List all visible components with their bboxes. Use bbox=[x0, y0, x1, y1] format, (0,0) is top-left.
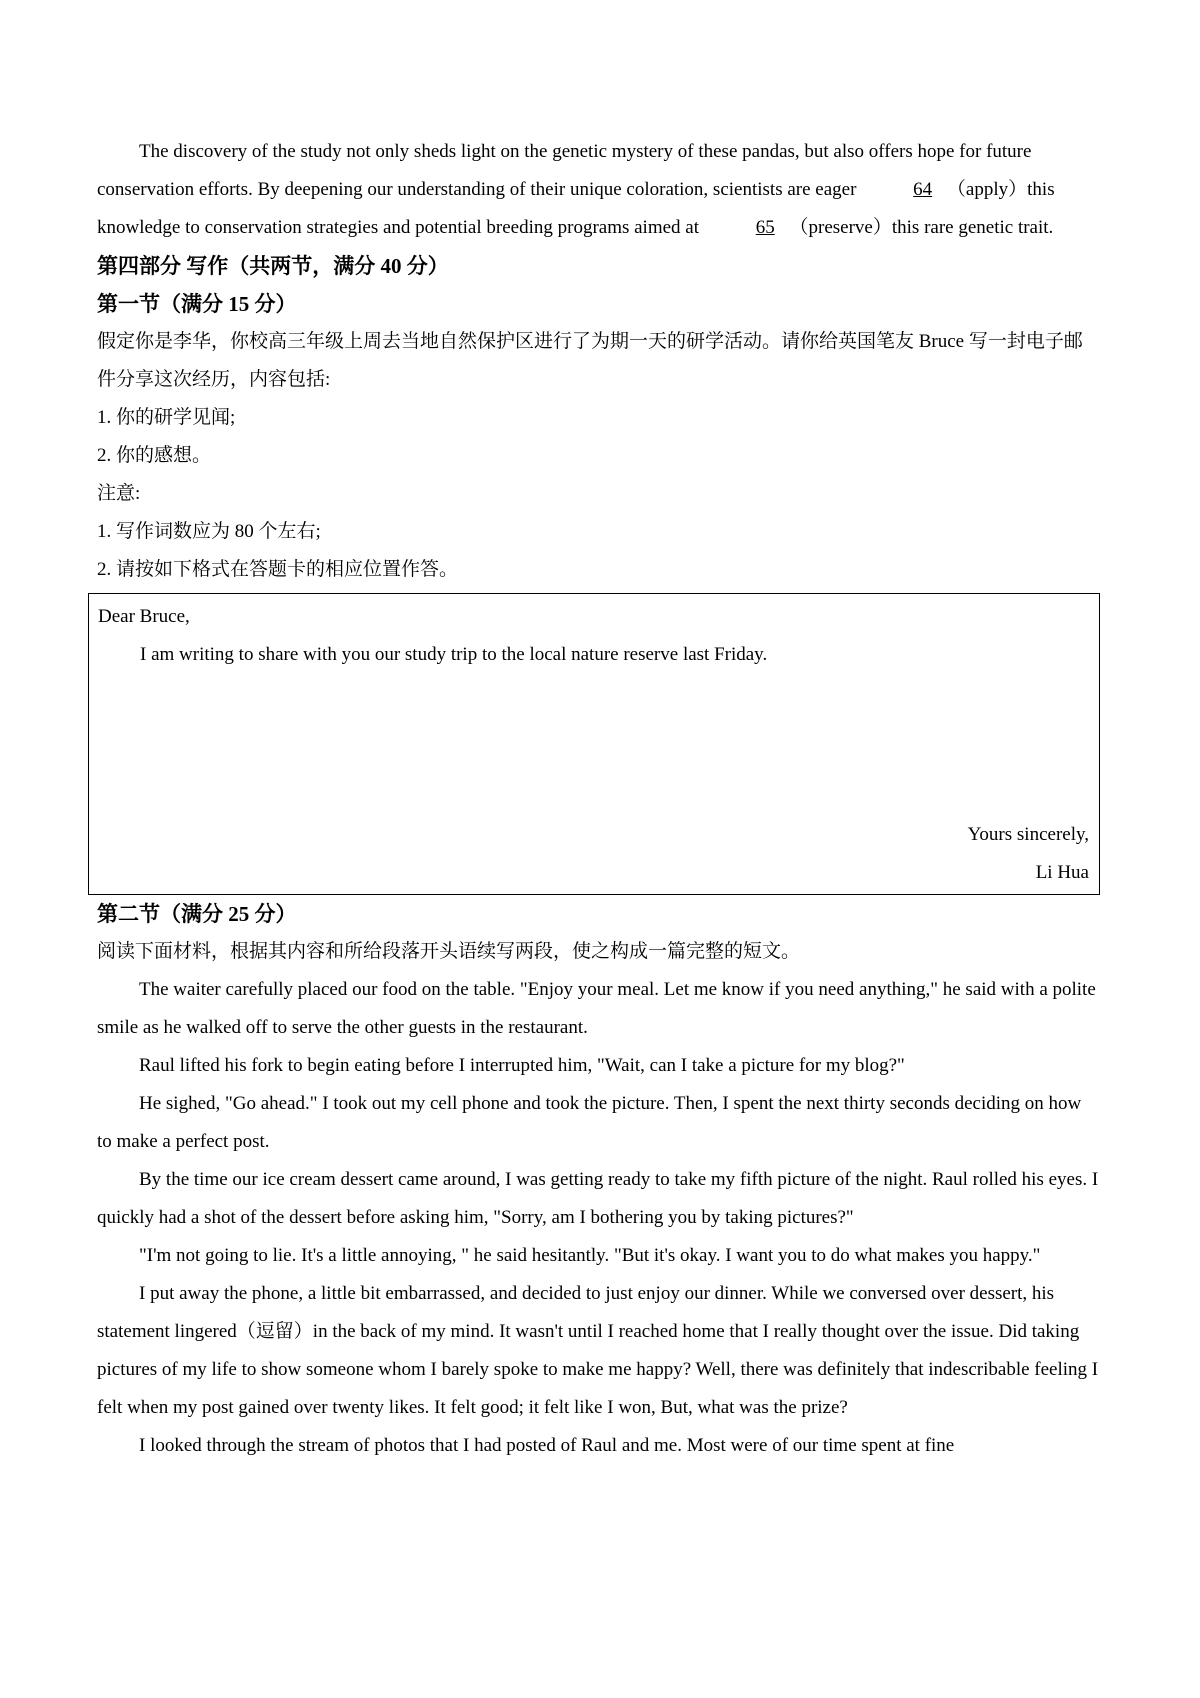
section2-heading: 第二节（满分 25 分） bbox=[97, 902, 297, 926]
blank-65: 65 bbox=[755, 217, 775, 238]
notes-label: 注意: bbox=[97, 483, 141, 504]
note-item: 1. 写作词数应为 80 个左右; bbox=[97, 521, 321, 542]
section1-prompt: 假定你是李华，你校高三年级上周去当地自然保护区进行了为期一天的研学活动。请你给英国笔友 Bruce 写一封电子邮件分享这次经历，内容包括: bbox=[97, 331, 1083, 390]
letter-signature: Li Hua bbox=[1035, 862, 1089, 883]
passage-text-end: this rare genetic trait. bbox=[891, 217, 1054, 238]
exam-page bbox=[97, 133, 1100, 1465]
story-paragraph: The waiter carefully placed our food on the table. "Enjoy your meal. Let me know if you need anything," he said with a polite smile as he walked off to serve the other guests in the restaurant. bbox=[97, 979, 1096, 1038]
story-paragraph: I put away the phone, a little bit embarrassed, and decided to just enjoy our dinner. While we conversed over dessert, his statement lingered（逗留）in the back of my mind. It wasn't until I reached home that I really thought over the issue. Did taking pictures of my life to show someone whom I barely spoke to make me happy? Well, there was definitely that indescribable feeling I felt when my post gained over twenty likes. It felt good; it felt like I won, But, what was the prize? bbox=[97, 1283, 1099, 1418]
letter-closing: Yours sincerely, bbox=[967, 824, 1089, 845]
section1-heading: 第一节（满分 15 分） bbox=[97, 292, 297, 316]
passage-text-mid: this knowledge to conservation strategies and potential breeding programs aimed at bbox=[97, 179, 1055, 238]
content-item: 1. 你的研学见闻; bbox=[97, 407, 236, 428]
letter-answer-box bbox=[88, 593, 1100, 895]
section2-prompt: 阅读下面材料，根据其内容和所给段落开头语续写两段，使之构成一篇完整的短文。 bbox=[97, 941, 801, 962]
story-paragraph: He sighed, "Go ahead." I took out my cell phone and took the picture. Then, I spent the next thirty seconds deciding on how to make a perfect post. bbox=[97, 1093, 1082, 1152]
blank-64: 64 bbox=[913, 179, 933, 200]
passage-text: The discovery of the study not only sheds light on the genetic mystery of these pandas, but also offers hope for future conservation efforts. By deepening our understanding of their unique coloration, scientists are eager bbox=[97, 141, 1032, 200]
passage-paragraph bbox=[97, 133, 1100, 247]
letter-opening: I am writing to share with you our study trip to the local nature reserve last Friday. bbox=[140, 644, 768, 665]
story-paragraph: Raul lifted his fork to begin eating before I interrupted him, "Wait, can I take a picture for my blog?" bbox=[139, 1055, 905, 1076]
note-item: 2. 请按如下格式在答题卡的相应位置作答。 bbox=[97, 559, 459, 580]
story-paragraph: By the time our ice cream dessert came around, I was getting ready to take my fifth picture of the night. Raul rolled his eyes. I quickly had a shot of the dessert before asking him, "Sorry, am I bothering you by taking pictures?" bbox=[97, 1169, 1099, 1228]
story-paragraph: I looked through the stream of photos that I had posted of Raul and me. Most were of our time spent at fine bbox=[139, 1435, 955, 1456]
content-item: 2. 你的感想。 bbox=[97, 445, 212, 466]
hint-64: （apply） bbox=[946, 179, 1028, 200]
letter-greeting: Dear Bruce, bbox=[98, 606, 190, 627]
hint-65: （preserve） bbox=[789, 217, 892, 238]
story-paragraph: "I'm not going to lie. It's a little annoying, " he said hesitantly. "But it's okay. I want you to do what makes you happy." bbox=[139, 1245, 1041, 1266]
part4-heading: 第四部分 写作（共两节，满分 40 分） bbox=[97, 254, 449, 278]
